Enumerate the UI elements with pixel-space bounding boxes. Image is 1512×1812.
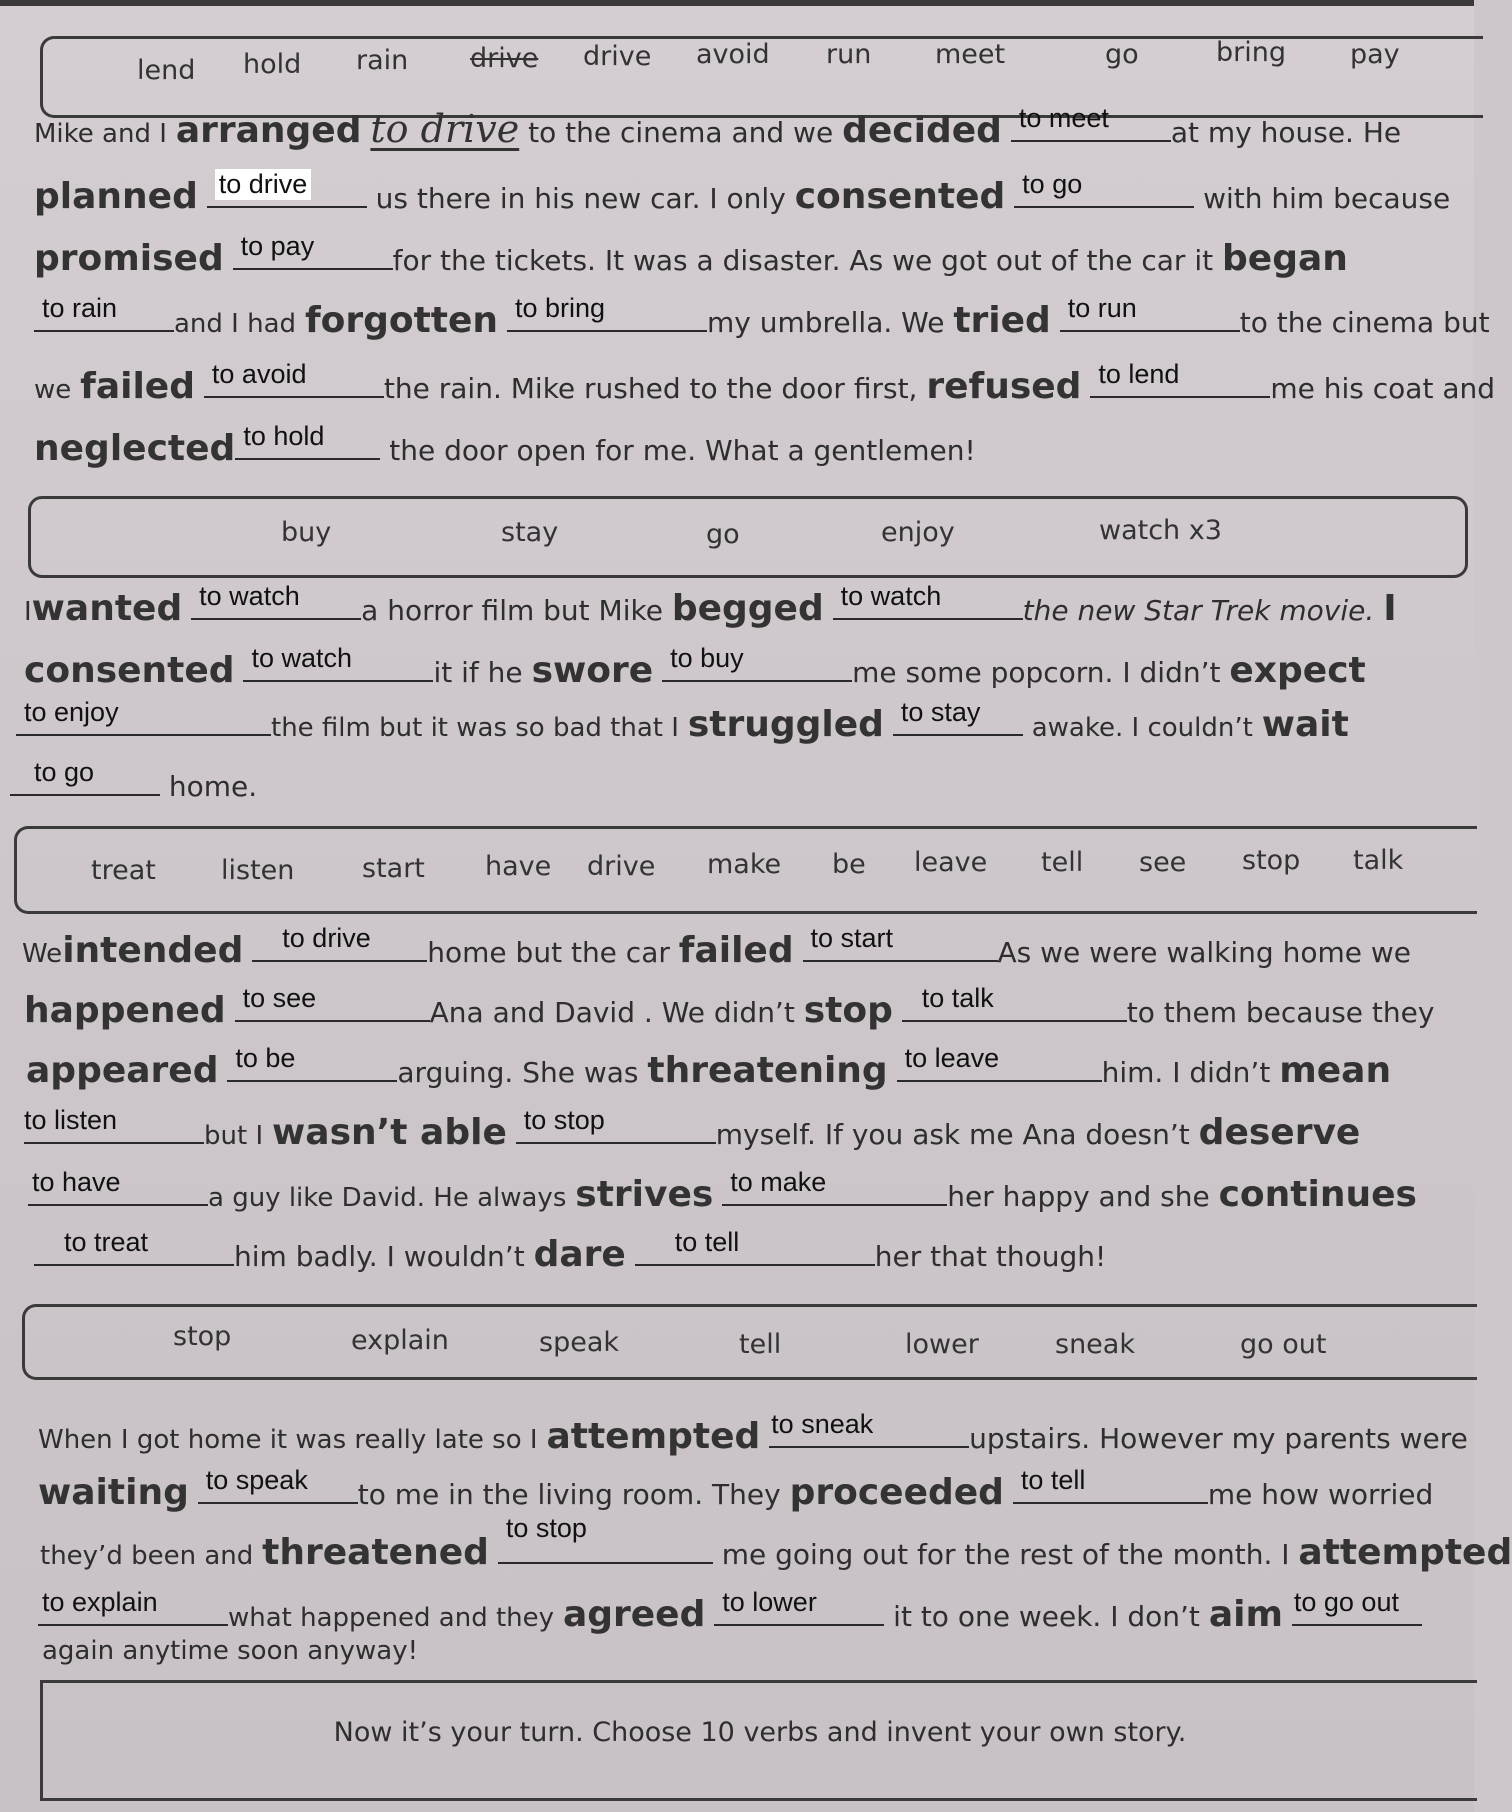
answer-text: to rain bbox=[42, 293, 118, 323]
answer-text: to explain bbox=[42, 1587, 158, 1617]
answer-blank[interactable] bbox=[803, 923, 998, 962]
verb: expect bbox=[1229, 650, 1366, 691]
word-bank-item: bring bbox=[1216, 37, 1286, 68]
text: we bbox=[34, 375, 72, 405]
verb: mean bbox=[1279, 1050, 1392, 1091]
verb: attempted bbox=[546, 1416, 761, 1457]
answer-text: to sneak bbox=[771, 1409, 874, 1439]
answer-text: to avoid bbox=[211, 359, 307, 389]
text: myself. If you ask me Ana doesn’t bbox=[715, 1118, 1190, 1151]
text: arguing. She was bbox=[397, 1056, 639, 1089]
word-bank-item: avoid bbox=[696, 39, 770, 70]
verb: stop bbox=[803, 990, 893, 1031]
text: the film but it was so bad that I bbox=[271, 713, 679, 743]
text: I bbox=[24, 597, 32, 627]
verb: threatened bbox=[262, 1532, 489, 1573]
word-bank-item: stay bbox=[501, 517, 559, 548]
answer-text: to drive bbox=[215, 169, 312, 200]
word-bank-item: stop bbox=[173, 1321, 232, 1352]
text: they’d been and bbox=[40, 1541, 254, 1571]
p4-line-5 bbox=[42, 1636, 418, 1666]
answer-blank[interactable] bbox=[1090, 359, 1270, 398]
text: the new Star Trek movie. bbox=[1022, 594, 1375, 627]
verb: wasn’t able bbox=[272, 1112, 507, 1153]
answer-text: to leave bbox=[904, 1043, 1000, 1073]
answer-blank[interactable] bbox=[10, 757, 160, 796]
p3-line-3 bbox=[26, 1043, 1392, 1091]
answer-text: to make bbox=[730, 1167, 827, 1197]
text: again anytime soon anyway! bbox=[42, 1636, 419, 1666]
word-bank-item: buy bbox=[281, 517, 332, 548]
word-bank-item: start bbox=[362, 853, 425, 884]
answer-text: to enjoy bbox=[24, 697, 119, 727]
p1-line-2 bbox=[34, 169, 1451, 217]
answer-text: to buy bbox=[670, 643, 744, 673]
answer-blank[interactable] bbox=[893, 697, 1023, 736]
answer-blank[interactable] bbox=[28, 1167, 208, 1206]
answer-text: to lend bbox=[1098, 359, 1180, 389]
word-bank-item: drive bbox=[587, 851, 656, 882]
p3-line-4 bbox=[24, 1105, 1361, 1153]
answer-blank[interactable] bbox=[252, 923, 427, 962]
word-bank-item: leave bbox=[914, 847, 988, 878]
answer-text: to see bbox=[242, 983, 317, 1013]
answer-text: to go bbox=[34, 757, 95, 787]
word-bank-item: have bbox=[485, 851, 552, 882]
word-bank-item: run bbox=[826, 39, 872, 70]
answer-blank[interactable] bbox=[198, 1465, 358, 1504]
answer-blank[interactable] bbox=[769, 1409, 969, 1448]
text: We bbox=[22, 939, 63, 969]
text: her happy and she bbox=[947, 1180, 1210, 1213]
top-border bbox=[0, 0, 1474, 6]
p2-line-1 bbox=[24, 581, 1397, 629]
p1-line-6 bbox=[34, 421, 976, 469]
answer-text: to treat bbox=[64, 1227, 149, 1257]
verb: threatening bbox=[647, 1050, 888, 1091]
answer-blank[interactable] bbox=[1013, 1465, 1208, 1504]
answer-blank[interactable] bbox=[38, 1587, 228, 1626]
text: it to one week. I don’t bbox=[893, 1600, 1200, 1633]
text: the rain. Mike rushed to the door first, bbox=[383, 372, 918, 405]
answer-blank[interactable] bbox=[1011, 103, 1171, 142]
answer-text: to bring bbox=[514, 293, 606, 323]
answer-text: to speak bbox=[205, 1465, 308, 1495]
text: a guy like David. He always bbox=[208, 1183, 567, 1213]
p4-line-1 bbox=[38, 1409, 1468, 1457]
text: a horror film but Mike bbox=[361, 594, 663, 627]
answer-blank[interactable] bbox=[204, 359, 384, 398]
answer-blank[interactable] bbox=[833, 581, 1023, 620]
p3-line-2 bbox=[24, 983, 1435, 1031]
text: me how worried bbox=[1207, 1478, 1434, 1511]
verb: attempted bbox=[1298, 1532, 1512, 1573]
answer-blank[interactable] bbox=[1292, 1587, 1422, 1626]
verb: began bbox=[1222, 238, 1348, 279]
answer-blank[interactable] bbox=[207, 169, 367, 208]
answer-text: to tell bbox=[674, 1227, 740, 1257]
text: home. bbox=[168, 770, 258, 803]
word-box-2 bbox=[28, 496, 1468, 578]
verb: refused bbox=[926, 366, 1082, 407]
text: me some popcorn. I didn’t bbox=[852, 656, 1221, 689]
word-bank-item: be bbox=[832, 849, 866, 880]
answer-text: to go bbox=[1022, 169, 1083, 199]
verb: failed bbox=[678, 930, 794, 971]
word-bank-item: see bbox=[1139, 847, 1187, 878]
word-bank-item: lower bbox=[905, 1329, 979, 1360]
text: to them because they bbox=[1126, 996, 1435, 1029]
verb: wait bbox=[1261, 704, 1349, 745]
answer-blank[interactable] bbox=[635, 1227, 875, 1266]
answer-blank[interactable] bbox=[34, 293, 174, 332]
answer-text: to watch bbox=[840, 581, 942, 611]
text: to the cinema but bbox=[1239, 306, 1490, 339]
answer-blank[interactable] bbox=[227, 1043, 397, 1082]
word-bank-item: tell bbox=[1041, 847, 1084, 878]
verb: arranged bbox=[175, 110, 362, 151]
answer-blank[interactable] bbox=[191, 581, 361, 620]
answer-text: to run bbox=[1067, 293, 1137, 323]
answer-blank[interactable] bbox=[897, 1043, 1102, 1082]
verb: aim bbox=[1208, 1594, 1283, 1635]
p1-line-1 bbox=[34, 103, 1402, 151]
answer-text: to stay bbox=[900, 697, 981, 727]
word-bank-item: listen bbox=[221, 855, 295, 886]
verb: dare bbox=[533, 1234, 626, 1275]
word-bank-item: stop bbox=[1242, 845, 1301, 876]
answer-text: to stop bbox=[505, 1513, 587, 1543]
text: for the tickets. It was a disaster. As we got out of the car it bbox=[392, 244, 1214, 277]
word-bank-item: drive bbox=[583, 41, 652, 72]
text: When I got home it was really late so I bbox=[38, 1425, 538, 1455]
verb: decided bbox=[842, 110, 1002, 151]
instruction-box bbox=[40, 1680, 1477, 1801]
answer-blank[interactable] bbox=[498, 1513, 713, 1564]
text: him badly. I wouldn’t bbox=[234, 1240, 525, 1273]
text: and I had bbox=[174, 309, 297, 339]
answer-text: to watch bbox=[199, 581, 300, 611]
word-bank-item: tell bbox=[739, 1329, 782, 1360]
text: but I bbox=[204, 1121, 264, 1151]
word-bank-item: watch x3 bbox=[1099, 515, 1222, 546]
word-bank-item: sneak bbox=[1055, 1329, 1135, 1360]
p3-line-6 bbox=[34, 1227, 1107, 1275]
answer-blank[interactable] bbox=[722, 1167, 947, 1206]
answer-blank[interactable] bbox=[714, 1587, 884, 1626]
verb: proceeded bbox=[789, 1472, 1004, 1513]
answer-blank[interactable] bbox=[1014, 169, 1194, 208]
answer-blank[interactable] bbox=[235, 421, 380, 460]
text: to me in the living room. They bbox=[357, 1478, 781, 1511]
answer-blank[interactable] bbox=[34, 1227, 234, 1266]
verb: agreed bbox=[562, 1594, 706, 1635]
word-bank-item: treat bbox=[91, 855, 156, 886]
word-bank-item: pay bbox=[1350, 39, 1400, 70]
handwritten-answer: to drive bbox=[370, 107, 520, 151]
word-bank-item: hold bbox=[243, 49, 302, 80]
text: the door open for me. What a gentlemen! bbox=[389, 434, 976, 467]
word-box-4 bbox=[22, 1304, 1477, 1380]
verb: failed bbox=[80, 366, 195, 407]
text: upstairs. However my parents were bbox=[969, 1422, 1468, 1455]
p1-line-5 bbox=[34, 359, 1495, 407]
text: me his coat and bbox=[1270, 372, 1495, 405]
word-bank-item: explain bbox=[351, 1325, 449, 1356]
answer-text: to watch bbox=[251, 643, 353, 673]
verb: swore bbox=[531, 650, 654, 691]
answer-blank[interactable] bbox=[662, 643, 852, 682]
word-bank-item: make bbox=[707, 849, 782, 880]
verb: consented bbox=[794, 176, 1006, 217]
verb: forgotten bbox=[304, 300, 499, 341]
text: him. I didn’t bbox=[1101, 1056, 1271, 1089]
answer-text: to have bbox=[32, 1167, 121, 1197]
text: us there in his new car. I only bbox=[375, 182, 786, 215]
p4-line-2 bbox=[38, 1465, 1434, 1513]
instruction-text: Now it’s your turn. Choose 10 verbs and invent your own story. bbox=[333, 1717, 1187, 1748]
p1-line-3 bbox=[34, 231, 1348, 279]
word-bank-item: go out bbox=[1240, 1329, 1327, 1360]
p2-line-4 bbox=[10, 757, 258, 803]
text: home but the car bbox=[427, 936, 670, 969]
answer-text: to hold bbox=[243, 421, 325, 451]
text: awake. I couldn’t bbox=[1031, 713, 1253, 743]
answer-text: to go out bbox=[1293, 1587, 1399, 1617]
text: what happened and they bbox=[228, 1603, 555, 1633]
answer-text: to talk bbox=[921, 983, 994, 1013]
word-bank-item: rain bbox=[356, 45, 409, 76]
verb: planned bbox=[34, 176, 198, 217]
answer-text: to listen bbox=[24, 1105, 118, 1135]
p2-line-2 bbox=[24, 643, 1366, 691]
verb: promised bbox=[34, 238, 224, 279]
verb: continues bbox=[1218, 1174, 1417, 1215]
answer-blank[interactable] bbox=[233, 231, 393, 270]
p4-line-3 bbox=[40, 1513, 1512, 1573]
answer-blank[interactable] bbox=[902, 983, 1127, 1022]
text: me going out for the rest of the month. I bbox=[721, 1538, 1290, 1571]
answer-blank[interactable] bbox=[243, 643, 433, 682]
text: at my house. He bbox=[1170, 116, 1402, 149]
answer-text: to meet bbox=[1018, 103, 1109, 133]
verb: neglected bbox=[34, 428, 236, 469]
answer-blank[interactable] bbox=[516, 1105, 716, 1144]
text: her that though! bbox=[874, 1240, 1107, 1273]
answer-text: to pay bbox=[240, 231, 315, 261]
word-bank-item: talk bbox=[1353, 845, 1404, 876]
word-bank-item: enjoy bbox=[881, 517, 955, 548]
text: Ana and David . We didn’t bbox=[429, 996, 795, 1029]
word-box-3 bbox=[14, 826, 1477, 914]
text: As we were walking home we bbox=[997, 936, 1411, 969]
verb: waiting bbox=[38, 1472, 189, 1513]
answer-blank[interactable] bbox=[16, 697, 271, 736]
verb: happened bbox=[24, 990, 226, 1031]
p1-line-4 bbox=[34, 293, 1490, 341]
word-bank-item: go bbox=[1105, 39, 1139, 70]
word-bank-item: meet bbox=[935, 39, 1006, 70]
p2-line-3 bbox=[16, 697, 1349, 745]
answer-text: to drive bbox=[282, 923, 371, 953]
word-bank-item: lend bbox=[137, 55, 196, 86]
verb: strives bbox=[575, 1174, 714, 1215]
verb: I bbox=[1383, 588, 1397, 629]
answer-text: to be bbox=[235, 1043, 296, 1073]
verb: intended bbox=[62, 930, 244, 971]
verb: struggled bbox=[687, 704, 884, 745]
verb: deserve bbox=[1198, 1112, 1361, 1153]
answer-text: to stop bbox=[523, 1105, 605, 1135]
word-bank-item: speak bbox=[539, 1327, 619, 1358]
answer-blank[interactable] bbox=[1060, 293, 1240, 332]
word-bank-item: go bbox=[706, 519, 740, 550]
p3-line-1 bbox=[22, 923, 1411, 971]
answer-text: to start bbox=[810, 923, 894, 953]
answer-blank[interactable] bbox=[507, 293, 707, 332]
text: Mike and I bbox=[34, 119, 167, 149]
word-bank-item-crossed: drive bbox=[470, 43, 539, 74]
verb: wanted bbox=[31, 588, 183, 629]
text: it if he bbox=[433, 656, 523, 689]
answer-blank[interactable] bbox=[24, 1105, 204, 1144]
text: with him because bbox=[1203, 182, 1451, 215]
verb: begged bbox=[671, 588, 824, 629]
p3-line-5 bbox=[28, 1167, 1417, 1215]
answer-blank[interactable] bbox=[235, 983, 430, 1022]
answer-text: to tell bbox=[1020, 1465, 1086, 1495]
verb: appeared bbox=[26, 1050, 219, 1091]
verb: consented bbox=[24, 650, 235, 691]
text: to the cinema and we bbox=[528, 116, 834, 149]
verb: tried bbox=[953, 300, 1051, 341]
text: my umbrella. We bbox=[706, 306, 945, 339]
answer-text: to lower bbox=[722, 1587, 817, 1617]
p4-line-4 bbox=[38, 1587, 1422, 1635]
